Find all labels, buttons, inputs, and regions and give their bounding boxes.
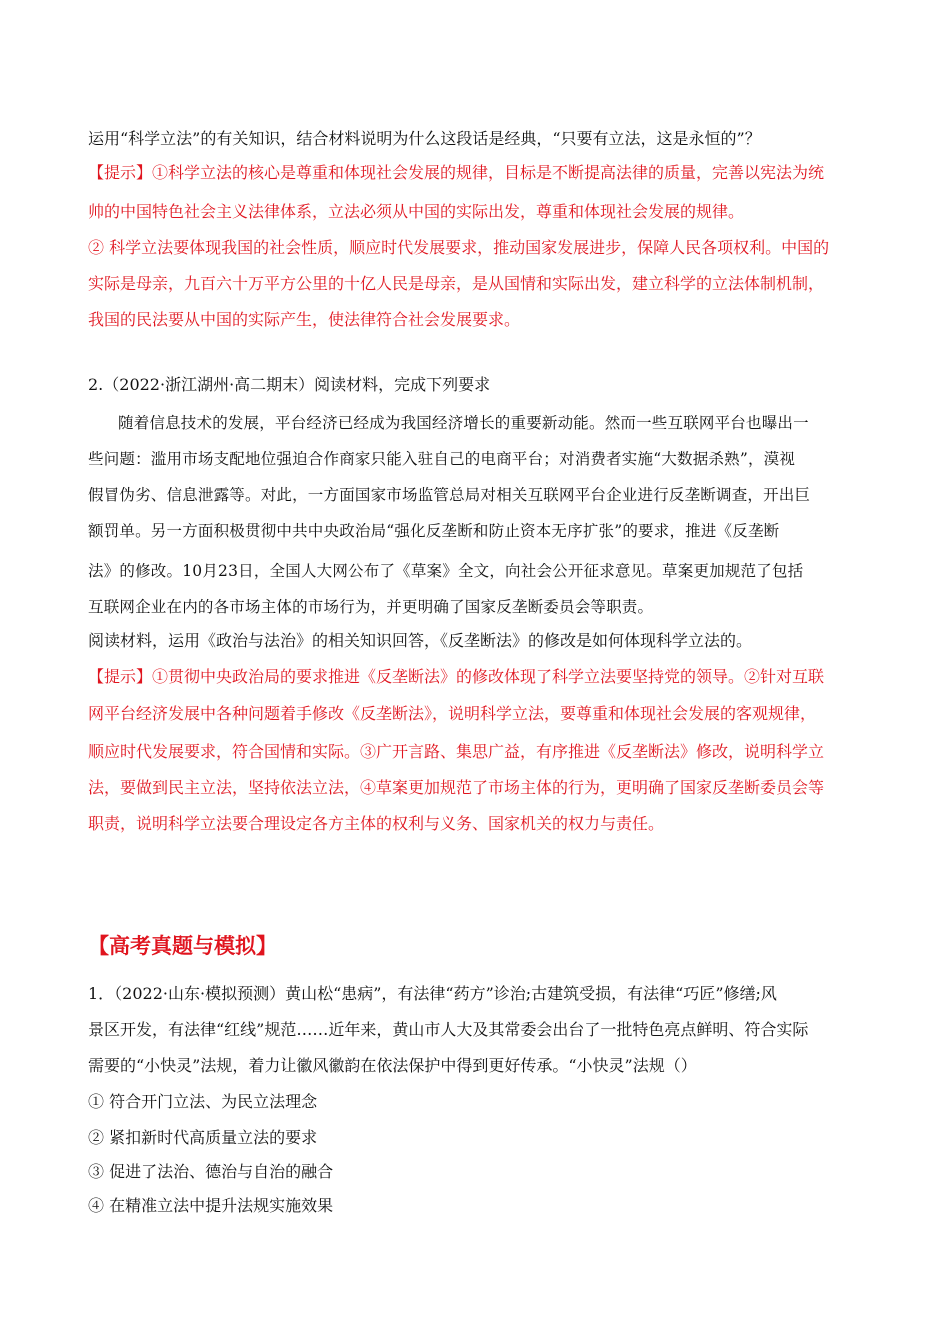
question-stem-line: 需要的“小快灵”法规，着力让徽风徽韵在依法保护中得到更好传承。“小快灵”法规（） (88, 1056, 697, 1075)
material-line: 法》的修改。10月23日，全国人大网公布了《草案》全文，向社会公开征求意见。草案更加规范了包括 (88, 562, 804, 580)
material-line: 额罚单。另一方面积极贯彻中共中央政治局“强化反垄断和防止资本无序扩张”的要求，推进《反垄断 (88, 522, 780, 540)
hint-line: 我国的民法要从中国的实际产生，使法律符合社会发展要求。 (88, 310, 521, 329)
hint-line: 职责，说明科学立法要合理设定各方主体的权利与义务、国家机关的权力与责任。 (88, 814, 665, 833)
option-item: ① 符合开门立法、为民立法理念 (88, 1092, 318, 1111)
question-stem-line: 1．（2022·山东·模拟预测）黄山松“患病”，有法律“药方”诊治;古建筑受损，有法律“巧匠”修缮;风 (88, 984, 777, 1003)
option-item: ④ 在精准立法中提升法规实施效果 (88, 1196, 334, 1215)
option-item: ③ 促进了法治、德治与自治的融合 (88, 1162, 334, 1181)
hint-line: 法，要做到民主立法，坚持依法立法，④草案更加规范了市场主体的行为，更明确了国家反垄断委员会等 (88, 778, 825, 797)
option-item: ② 紧扣新时代高质量立法的要求 (88, 1128, 318, 1147)
material-line: 互联网企业在内的各市场主体的市场行为，并更明确了国家反垄断委员会等职责。 (88, 598, 654, 616)
hint-line: 帅的中国特色社会主义法律体系，立法必须从中国的实际出发，尊重和体现社会发展的规律。 (88, 202, 745, 221)
question-heading: 2.（2022·浙江湖州·高二期末）阅读材料，完成下列要求 (88, 375, 491, 394)
material-line: 随着信息技术的发展，平台经济已经成为我国经济增长的重要新动能。然而一些互联网平台也曝出一 (118, 414, 809, 432)
section-title: 【高考真题与模拟】 (88, 934, 277, 958)
hint-line: ② 科学立法要体现我国的社会性质，顺应时代发展要求，推动国家发展进步，保障人民各项权利。中国的 (88, 238, 830, 257)
material-line: 些问题：滥用市场支配地位强迫合作商家只能入驻自己的电商平台；对消费者实施“大数据杀熟”，漠视 (88, 450, 796, 468)
hint-line: 顺应时代发展要求，符合国情和实际。③广开言路、集思广益，有序推进《反垄断法》修改，说明科学立 (88, 742, 825, 761)
question-text: 运用“科学立法”的有关知识，结合材料说明为什么这段话是经典，“只要有立法，这是永恒的”？ (88, 129, 761, 148)
hint-line: 【提示】①科学立法的核心是尊重和体现社会发展的规律，目标是不断提高法律的质量，完善以宪法为统 (88, 163, 825, 182)
question-text: 阅读材料，运用《政治与法治》的相关知识回答，《反垄断法》的修改是如何体现科学立法的。 (88, 631, 753, 650)
material-line: 假冒伪劣、信息泄露等。对此，一方面国家市场监管总局对相关互联网平台企业进行反垄断调查，开出巨 (88, 486, 811, 504)
hint-line: 实际是母亲，九百六十万平方公里的十亿人民是母亲，是从国情和实际出发，建立科学的立法体制机制， (88, 274, 825, 293)
hint-line: 【提示】①贯彻中央政治局的要求推进《反垄断法》的修改体现了科学立法要坚持党的领导。②针对互联 (88, 667, 825, 686)
question-stem-line: 景区开发，有法律“红线”规范……近年来，黄山市人大及其常委会出台了一批特色亮点鲜明、符合实际 (88, 1020, 809, 1039)
hint-line: 网平台经济发展中各种问题着手修改《反垄断法》，说明科学立法，要尊重和体现社会发展的客观规律， (88, 704, 817, 723)
